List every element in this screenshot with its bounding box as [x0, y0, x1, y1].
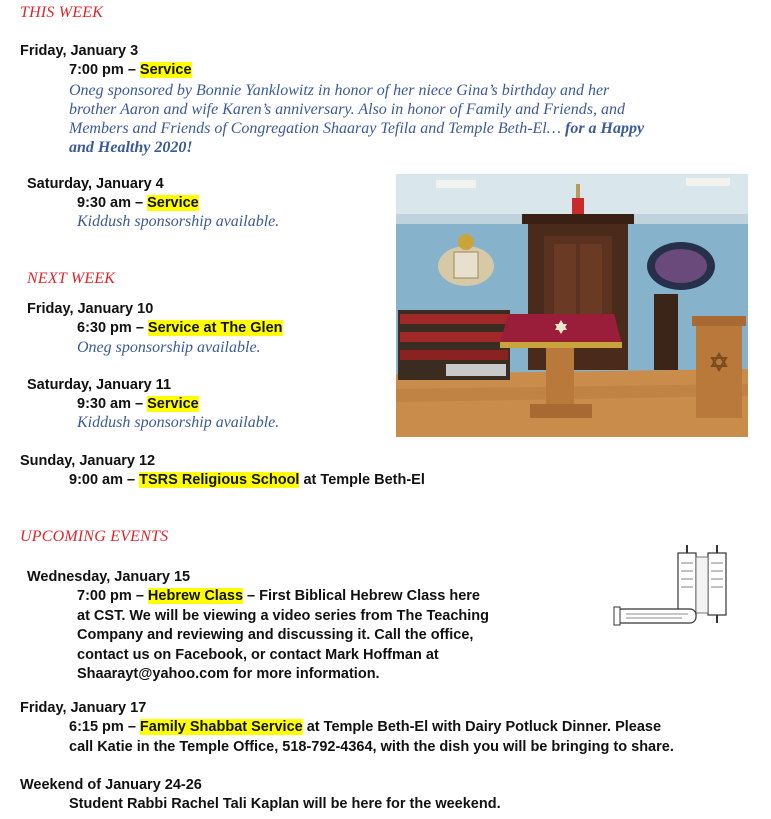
- event-line-jan3: [69, 62, 192, 78]
- event-service-link[interactable]: Service: [147, 195, 199, 211]
- event-detail-line: Shaarayt@yahoo.com for more information.: [77, 666, 380, 682]
- sanctuary-photo-drawing: [396, 174, 748, 437]
- event-service-link[interactable]: Service: [139, 62, 192, 78]
- next-week-heading: NEXT WEEK: [27, 270, 116, 287]
- event-block-jan15: [77, 587, 597, 685]
- event-line-jan24: Student Rabbi Rachel Tali Kaplan will be here for the weekend.: [69, 796, 501, 812]
- event-family-shabbat-link[interactable]: Family Shabbat Service: [139, 719, 303, 735]
- oneg-note-jan3: [69, 81, 759, 157]
- event-service-glen-link[interactable]: Service at The Glen: [147, 320, 283, 336]
- event-detail-line: at CST. We will be viewing a video series from The Teaching: [77, 607, 490, 624]
- day-heading-jan10: Friday, January 10: [27, 301, 154, 317]
- day-heading-jan3: Friday, January 3: [20, 43, 139, 59]
- event-line-jan4: 9:30 am – Service: [77, 195, 199, 211]
- day-heading-jan11: Saturday, January 11: [27, 377, 172, 393]
- event-line-jan12: 9:00 am – TSRS Religious School at Temple Beth-El: [69, 472, 425, 488]
- note-line: Members and Friends of Congregation Shaaray Tefila and Temple Beth-El… for a Happy: [69, 120, 645, 137]
- day-heading-jan4: Saturday, January 4: [27, 176, 164, 192]
- this-week-heading: THIS WEEK: [20, 4, 104, 21]
- torah-scroll-drawing: [612, 543, 750, 635]
- event-detail-line: Company and reviewing and discussing it. Call the office,: [77, 627, 474, 643]
- note-line: Oneg sponsored by Bonnie Yanklowitz in honor of her niece Gina’s birthday and her: [69, 82, 610, 99]
- event-line-jan11: 9:30 am – Service: [77, 396, 199, 412]
- oneg-note-jan10: Oneg sponsorship available.: [77, 339, 261, 356]
- event-service-link[interactable]: Service: [147, 396, 199, 412]
- torah-scroll-clipart: [612, 543, 750, 635]
- kiddush-note-jan11: Kiddush sponsorship available.: [77, 414, 280, 431]
- event-detail-line: contact us on Facebook, or contact Mark Hoffman at: [77, 646, 439, 663]
- kiddush-note-jan4: Kiddush sponsorship available.: [77, 213, 280, 230]
- upcoming-events-heading: UPCOMING EVENTS: [20, 528, 169, 545]
- event-hebrew-class-link[interactable]: Hebrew Class: [147, 588, 244, 604]
- day-heading-jan12: Sunday, January 12: [20, 453, 156, 469]
- event-religious-school-link[interactable]: TSRS Religious School: [139, 472, 300, 488]
- note-line: brother Aaron and wife Karen’s anniversary. Also in honor of Family and Friends, and: [69, 101, 625, 118]
- day-heading-jan24: Weekend of January 24-26: [20, 777, 202, 793]
- event-line-jan15: 7:00 pm – Hebrew Class – First Biblical Hebrew Class here: [77, 588, 480, 604]
- day-heading-jan17: Friday, January 17: [20, 700, 147, 716]
- event-line-jan10: 6:30 pm – Service at The Glen: [77, 320, 283, 336]
- new-year-wish: for a Happy: [564, 120, 645, 137]
- day-heading-jan15: Wednesday, January 15: [27, 569, 191, 585]
- event-time: 7:00 pm –: [69, 62, 140, 78]
- event-detail-line: call Katie in the Temple Office, 518-792-4364, with the dish you will be bringing to share.: [69, 738, 674, 755]
- sanctuary-photo: [396, 174, 748, 437]
- note-line: and Healthy 2020!: [69, 139, 193, 156]
- event-block-jan17: [69, 718, 769, 757]
- event-line-jan17: 6:15 pm – Family Shabbat Service at Temple Beth-El with Dairy Potluck Dinner. Please: [69, 719, 662, 735]
